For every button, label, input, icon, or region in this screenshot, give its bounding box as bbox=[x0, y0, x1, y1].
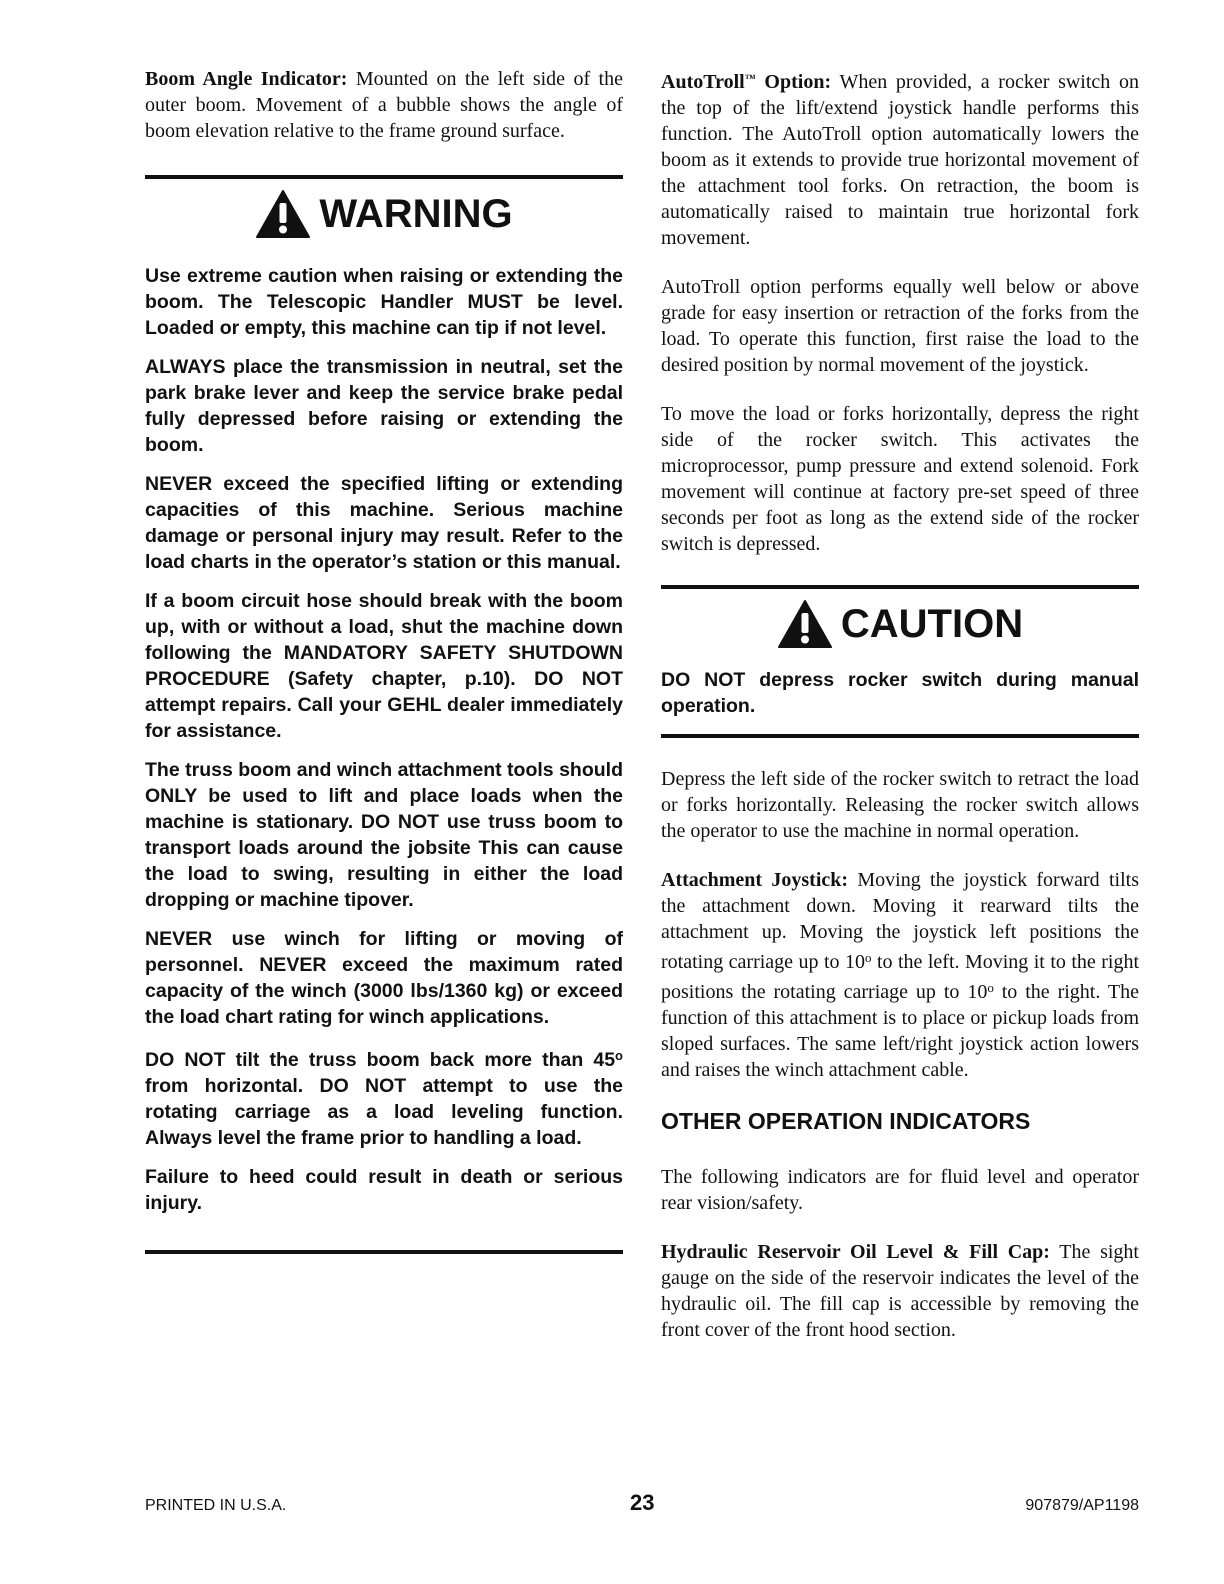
right-column bbox=[661, 66, 1139, 1343]
caution-bottom-rule bbox=[661, 734, 1139, 738]
attachment-text-c: to the right. The function of this attachment is to place or pickup loads from sloped surfaces. The same left/right joystick action lowers and raises the winch attachment cable. bbox=[661, 981, 1139, 1081]
caution-triangle-icon bbox=[777, 599, 833, 649]
warning-paragraph: The truss boom and winch attachment tools should ONLY be used to lift and place loads when the machine is stationary. DO NOT use truss boom to transport loads around the jobsite This can cause the load to swing, resulting in either the load dropping or machine tipover. bbox=[145, 759, 623, 911]
boom-angle-label: Boom Angle Indicator: bbox=[145, 68, 348, 90]
left-column bbox=[145, 66, 623, 1254]
caution-text: DO NOT depress rocker switch during manual operation. bbox=[661, 669, 1139, 717]
hydraulic-reservoir-text: The sight gauge on the side of the reservoir indicates the level of the hydraulic oil. The fill cap is accessible by removing the front cover of the front hood section. bbox=[661, 1241, 1139, 1341]
degree-symbol: o bbox=[987, 980, 994, 995]
boom-angle-text: Mounted on the left side of the outer boom. Movement of a bubble shows the angle of boom elevation relative to the frame ground surface. bbox=[145, 68, 623, 142]
indicators-intro-paragraph: The following indicators are for fluid level and operator rear vision/safety. bbox=[661, 1166, 1139, 1214]
hydraulic-reservoir-label: Hydraulic Reservoir Oil Level & Fill Cap: bbox=[661, 1241, 1050, 1263]
warning-title: WARNING bbox=[319, 192, 513, 236]
warning-paragraph: Use extreme caution when raising or extending the boom. The Telescopic Handler MUST be level. Loaded or empty, this machine can tip if not level. bbox=[145, 265, 623, 339]
warning-paragraph: If a boom circuit hose should break with the boom up, with or without a load, shut the machine down following the MANDATORY SAFETY SHUTDOWN PROCEDURE (Safety chapter, p.10). DO NOT attempt repairs. Call your GEHL dealer immediately for assistance. bbox=[145, 590, 623, 742]
caution-banner bbox=[661, 599, 1139, 649]
degree-symbol: o bbox=[615, 1048, 623, 1063]
page-number: 23 bbox=[630, 1490, 655, 1515]
attachment-joystick-paragraph bbox=[661, 867, 1139, 1083]
caution-top-rule bbox=[661, 585, 1139, 589]
boom-angle-paragraph bbox=[145, 66, 623, 144]
hydraulic-reservoir-paragraph bbox=[661, 1239, 1139, 1343]
warning-triangle-icon bbox=[255, 189, 311, 239]
horizontal-move-paragraph: To move the load or forks horizontally, depress the right side of the rocker switch. This activates the microprocessor, pump pressure and extend solenoid. Fork movement will continue at factory pre-set speed of three seconds per foot as long as the extend side of the rocker switch is depressed. bbox=[661, 403, 1139, 555]
warning-paragraph: ALWAYS place the transmission in neutral, set the park brake lever and keep the service brake pedal fully depressed before raising or extending the boom. bbox=[145, 356, 623, 456]
warning-bottom-rule bbox=[145, 1250, 623, 1254]
tilt-text-b: from horizontal. DO NOT attempt to use the rotating carriage as a load leveling function. Always level the frame prior to handling a load. bbox=[145, 1075, 623, 1149]
warning-paragraph: NEVER use winch for lifting or moving of personnel. NEVER exceed the maximum rated capacity of the winch (3000 lbs/1360 kg) or exceed the load chart rating for winch applications. bbox=[145, 928, 623, 1028]
warning-top-rule bbox=[145, 175, 623, 179]
attachment-text-b: to the left. Moving it to the right positions the rotating carriage up to 10 bbox=[661, 951, 1139, 1003]
autotroll-text: When provided, a rocker switch on the top of the lift/extend joystick handle performs this function. The AutoTroll option automatically lowers the boom as it extends to provide true horizontal movement of the attachment tool forks. On retraction, the boom is automatically raised to maintain true horizontal fork movement. bbox=[661, 71, 1139, 249]
warning-body bbox=[145, 263, 623, 1216]
footer-doc-code: 907879/AP1198 bbox=[1025, 1497, 1139, 1514]
caution-title: CAUTION bbox=[840, 602, 1024, 646]
section-heading: OTHER OPERATION INDICATORS bbox=[661, 1108, 1031, 1134]
depress-left-paragraph: Depress the left side of the rocker switch to retract the load or forks horizontally. Releasing the rocker switch allows the operator to use the machine in normal operation. bbox=[661, 768, 1139, 842]
warning-paragraph: NEVER exceed the specified lifting or extending capacities of this machine. Serious machine damage or personal injury may result. Refer to the load charts in the operator’s station or this manual. bbox=[145, 473, 623, 573]
autotroll-label-text: AutoTroll bbox=[661, 71, 745, 93]
footer-printed: PRINTED IN U.S.A. bbox=[145, 1497, 287, 1514]
autotroll-grade-paragraph: AutoTroll option performs equally well below or above grade for easy insertion or retraction of the forks from the load. To operate this function, first raise the load to the desired position by normal movement of the joystick. bbox=[661, 276, 1139, 376]
autotroll-paragraph bbox=[661, 66, 1139, 251]
tilt-text-a: DO NOT tilt the truss boom back more than 45 bbox=[145, 1049, 616, 1071]
autotroll-label-suffix: Option: bbox=[755, 71, 832, 93]
warning-final-paragraph: Failure to heed could result in death or serious injury. bbox=[145, 1166, 623, 1214]
degree-symbol: o bbox=[864, 950, 872, 965]
autotroll-label bbox=[661, 71, 831, 93]
attachment-text-a: Moving the joystick forward tilts the attachment down. Moving it rearward tilts the attachment up. Moving the joystick left positions the rotating carriage up to 10 bbox=[661, 869, 1139, 973]
trademark-symbol: ™ bbox=[744, 73, 756, 85]
warning-tilt-paragraph bbox=[145, 1043, 623, 1151]
warning-banner bbox=[145, 189, 623, 239]
attachment-joystick-label: Attachment Joystick: bbox=[661, 869, 849, 891]
